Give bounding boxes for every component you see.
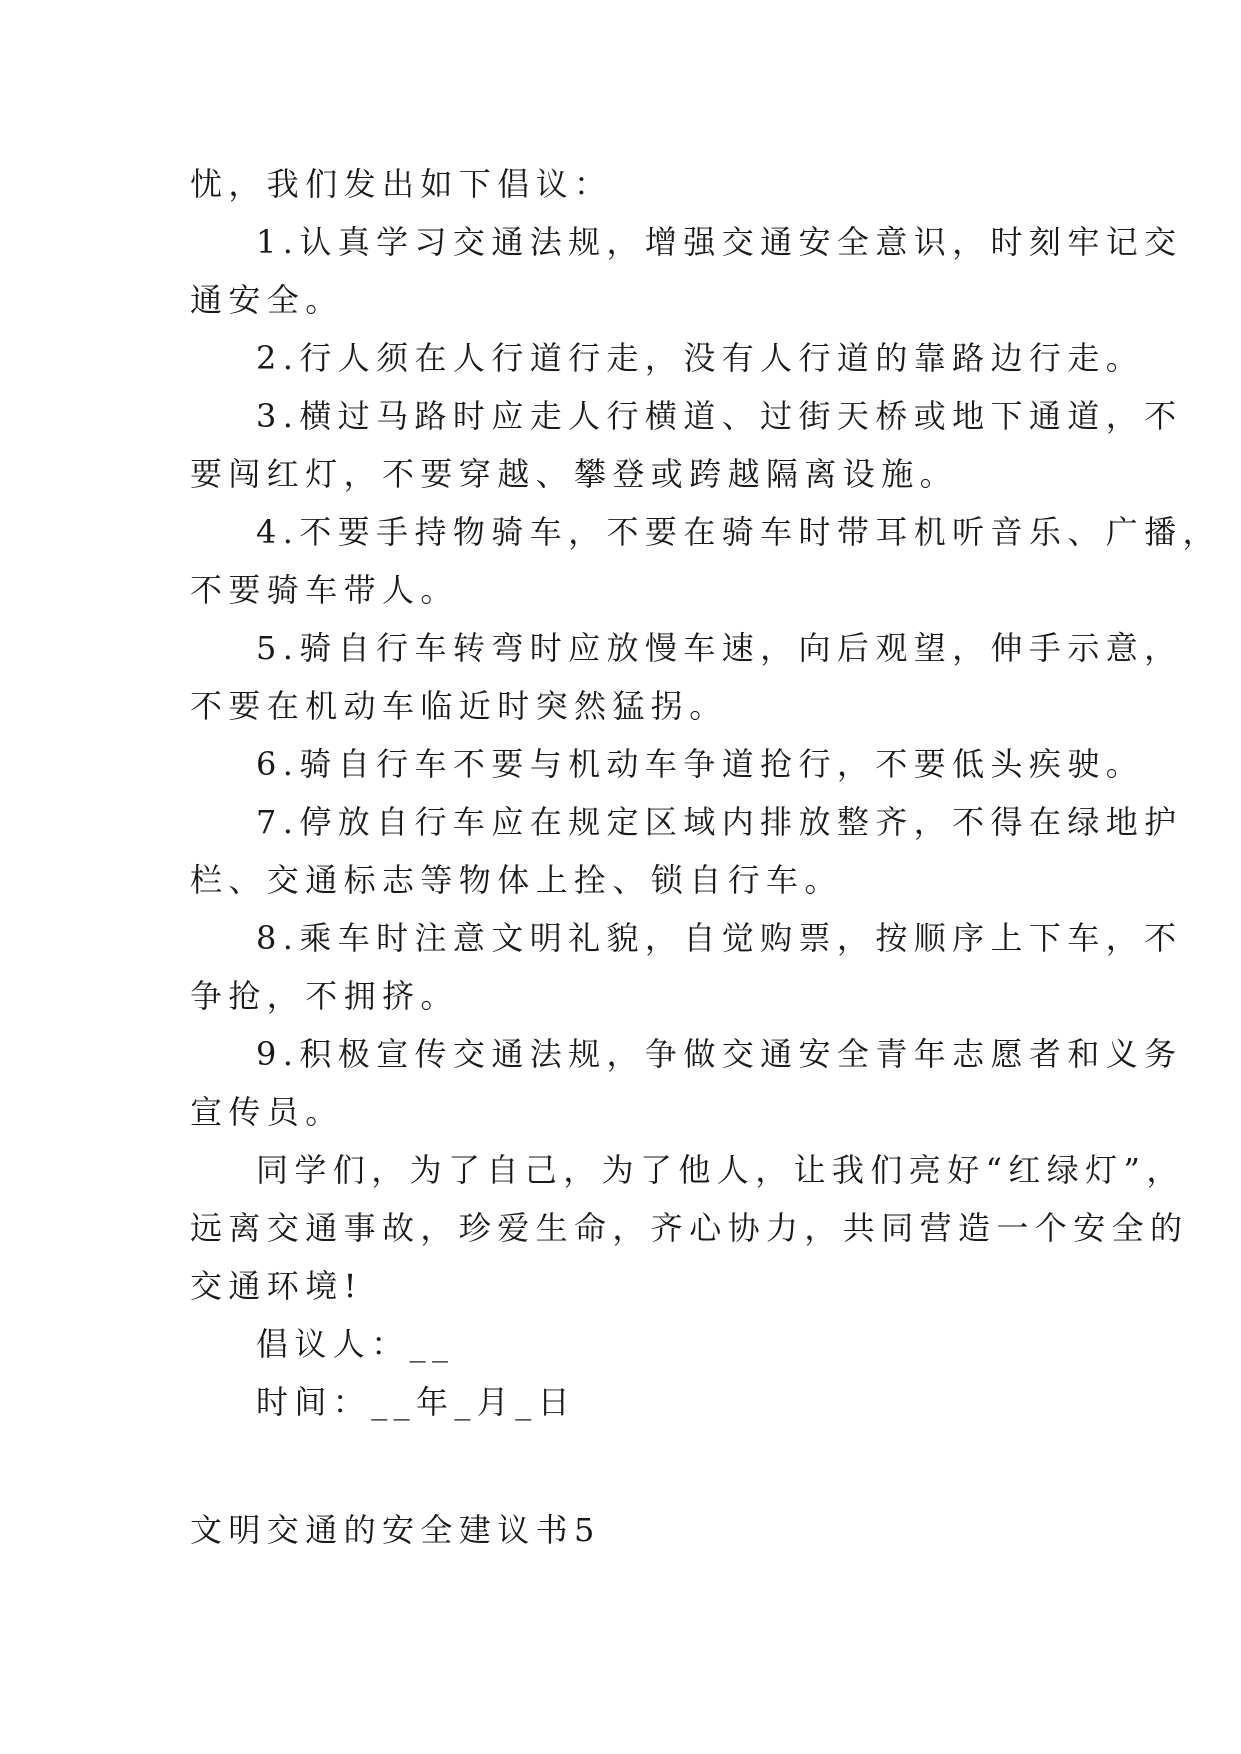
text-line-4: 2.行人须在人行道行走，没有人行道的靠路边行走。 <box>256 339 1145 377</box>
text-line-15: 争抢，不拥挤。 <box>190 977 459 1015</box>
text-line-19: 远离交通事故，珍爱生命，齐心协力，共同营造一个安全的 <box>190 1209 1189 1247</box>
text-line-11: 6.骑自行车不要与机动车争道抢行，不要低头疾驶。 <box>256 745 1145 783</box>
proposer-line: 倡议人：__ <box>256 1325 455 1363</box>
document-page <box>190 155 1221 1559</box>
text-line-17: 宣传员。 <box>190 1093 344 1131</box>
text-line-7: 4.不要手持物骑车，不要在骑车时带耳机听音乐、广播， <box>256 513 1221 551</box>
section-gap <box>190 1431 1060 1501</box>
text-line-3: 通安全。 <box>190 281 344 319</box>
text-line-5: 3.横过马路时应走人行横道、过街天桥或地下通道，不 <box>256 397 1183 435</box>
text-line-6: 要闯红灯，不要穿越、攀登或跨越隔离设施。 <box>190 455 959 493</box>
text-line-16: 9.积极宣传交通法规，争做交通安全青年志愿者和义务 <box>256 1035 1183 1073</box>
text-line-10: 不要在机动车临近时突然猛拐。 <box>190 687 728 725</box>
text-line-13: 栏、交通标志等物体上拴、锁自行车。 <box>190 861 843 899</box>
text-line-8: 不要骑车带人。 <box>190 571 459 609</box>
text-line-12: 7.停放自行车应在规定区域内排放整齐，不得在绿地护 <box>256 803 1183 841</box>
text-line-14: 8.乘车时注意文明礼貌，自觉购票，按顺序上下车，不 <box>256 919 1183 957</box>
text-line-18: 同学们，为了自己，为了他人，让我们亮好“红绿灯”， <box>256 1151 1185 1189</box>
text-line-2: 1.认真学习交通法规，增强交通安全意识，时刻牢记交 <box>256 223 1183 261</box>
text-line-9: 5.骑自行车转弯时应放慢车速，向后观望，伸手示意， <box>256 629 1183 667</box>
text-line-1: 忧，我们发出如下倡议： <box>190 165 613 203</box>
next-section-title: 文明交通的安全建议书5 <box>190 1511 601 1549</box>
date-line: 时间：__年_月_日 <box>256 1383 577 1421</box>
text-line-20: 交通环境! <box>190 1267 363 1305</box>
